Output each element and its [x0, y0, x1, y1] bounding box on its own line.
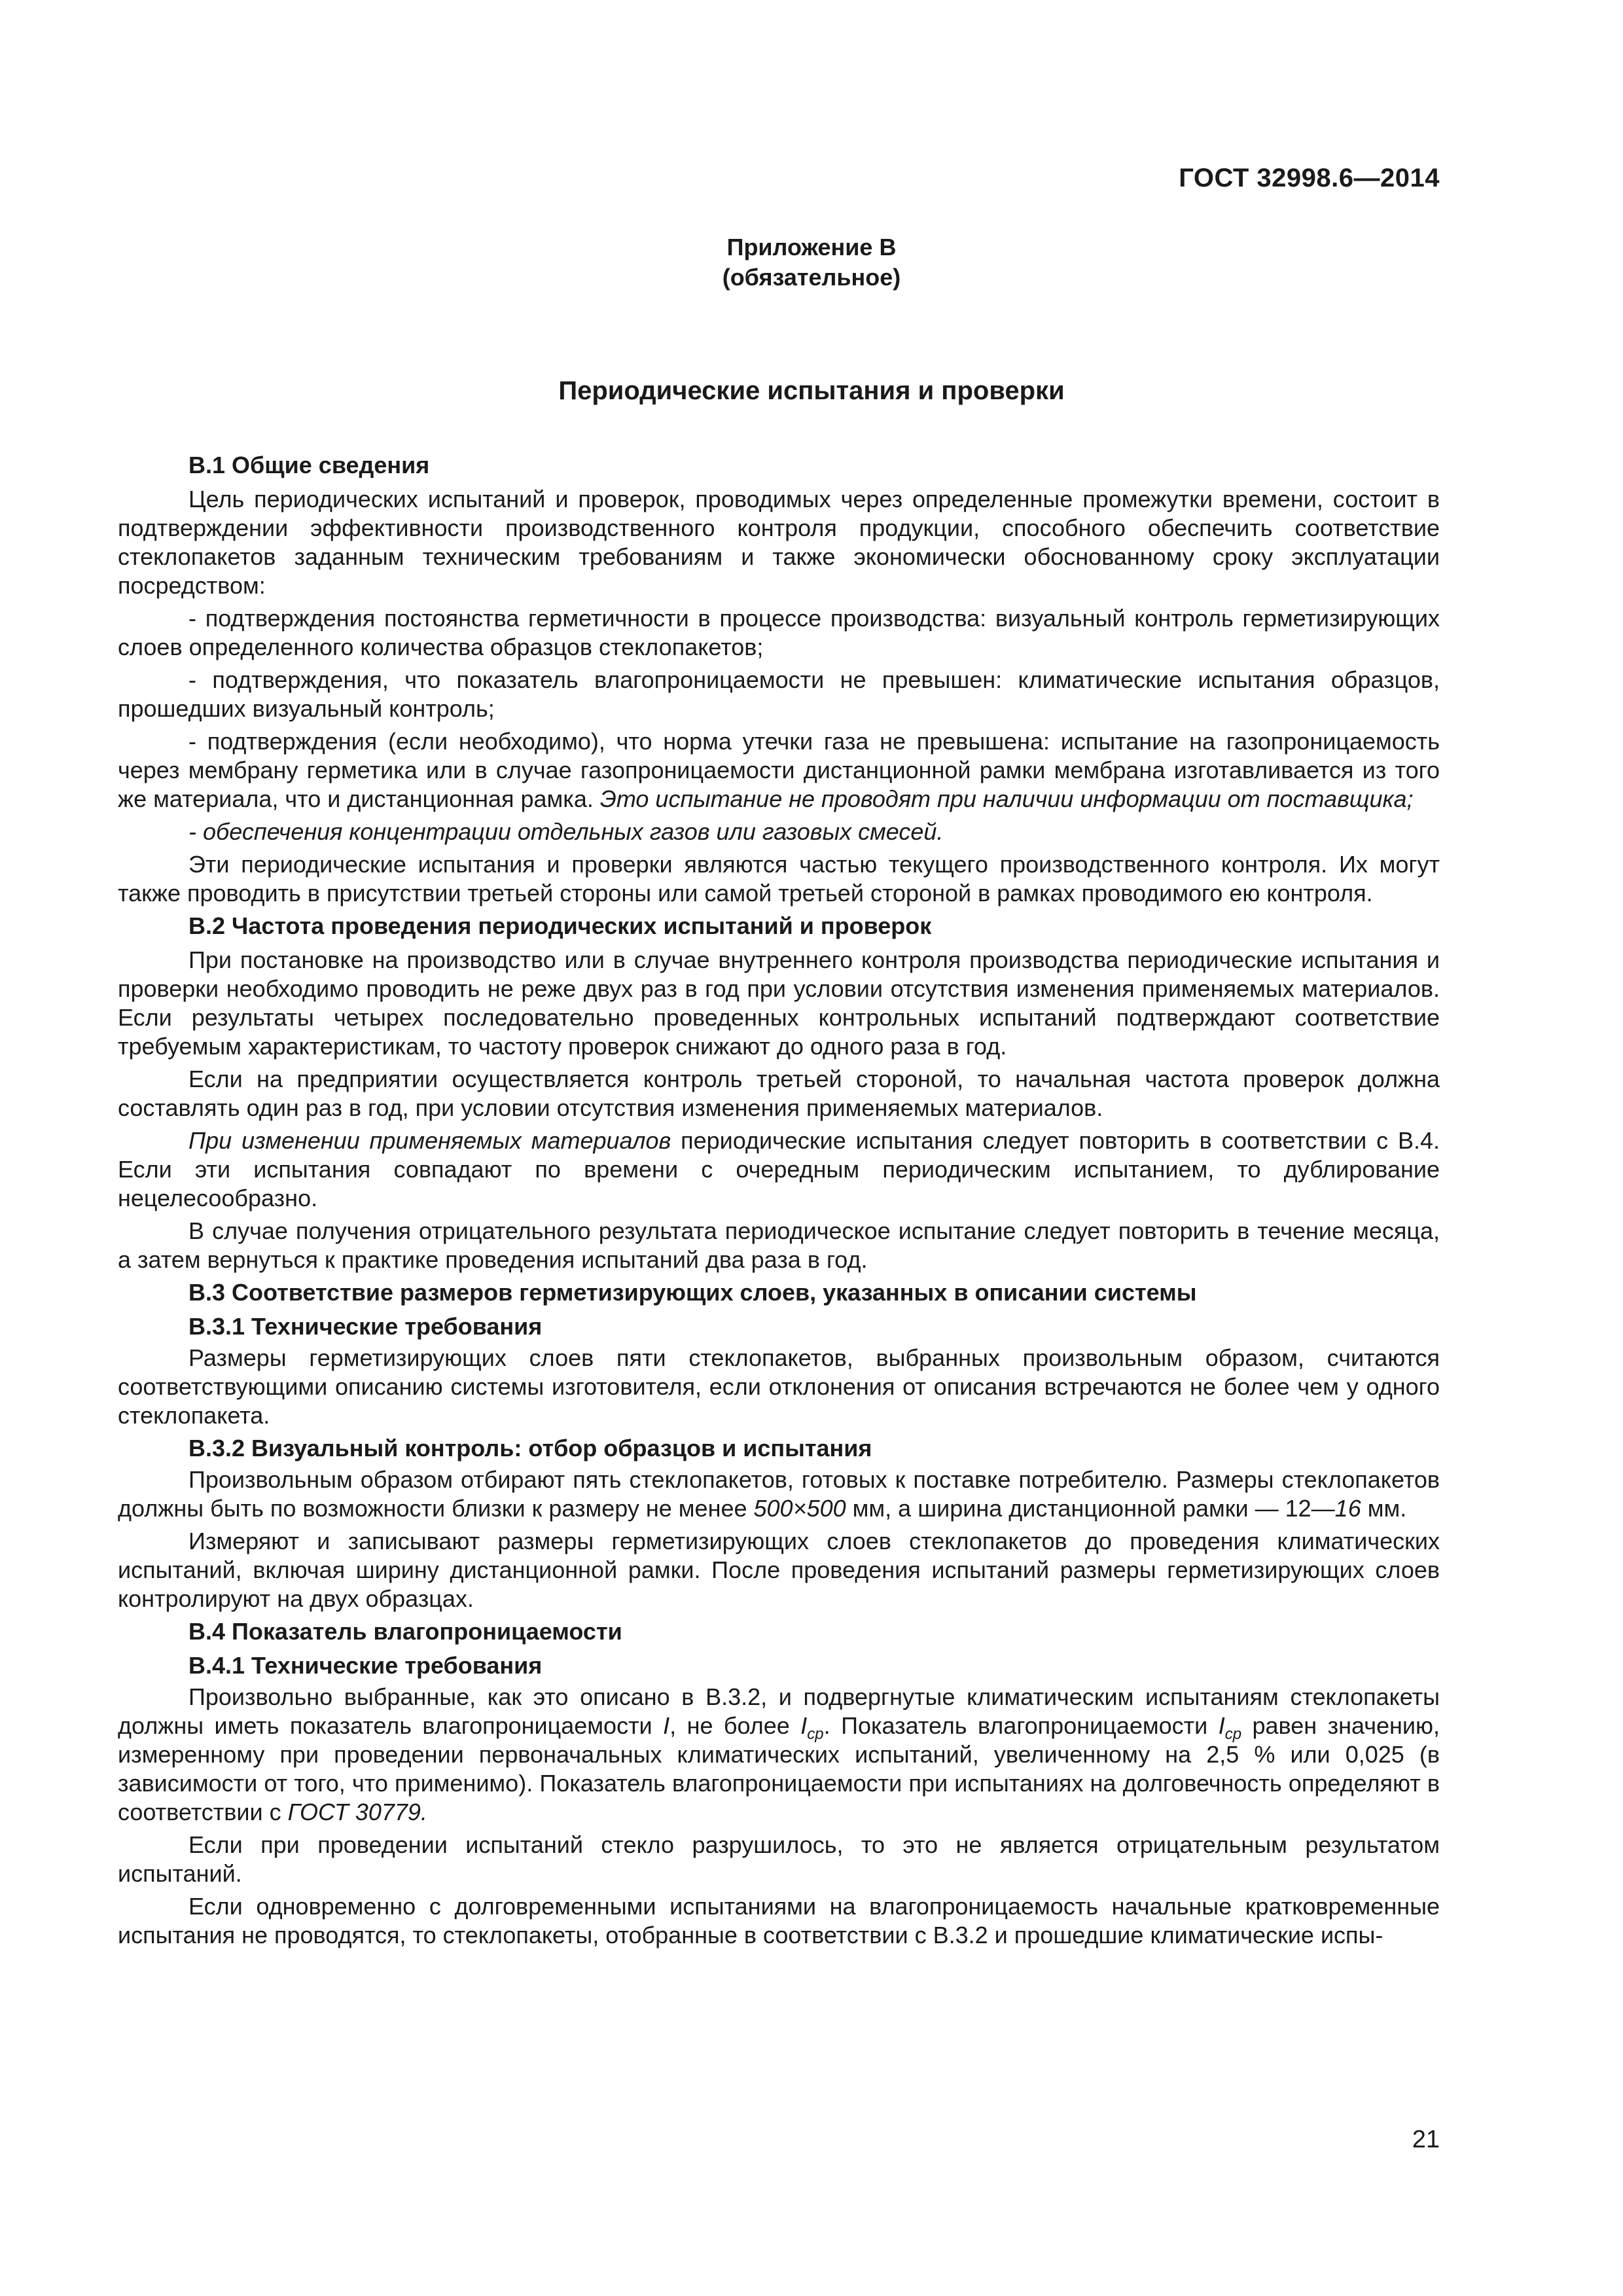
text-run: Произвольным образом отбирают пять стеклопакетов, готовых к поставке потребителю. Размеры стеклопакетов должны быть по возможности близки к размеру не менее: [118, 1466, 1440, 1522]
italic-text-run: 500×500: [753, 1495, 846, 1522]
appendix-heading: [0, 232, 1623, 293]
list-item: - подтверждения постоянства герметичности в процессе производства: визуальный контроль герметизирующих слоев определенного количества образцов стеклопакетов;: [118, 605, 1440, 660]
text-run: мм.: [1361, 1495, 1407, 1522]
document-code: ГОСТ 32998.6—2014: [1179, 164, 1440, 192]
appendix-status: (обязательное): [722, 264, 901, 291]
text-run: мм, а ширина дистанционной рамки — 12—: [846, 1495, 1335, 1522]
paragraph: Измеряют и записывают размеры герметизирующих слоев стеклопакетов до проведения климатических испытаний, включая ширину дистанционной рамки. После проведения испытаний размеры герметизирующих слоев контролируют на двух образцах.: [118, 1528, 1440, 1612]
subsection-heading-b41: В.4.1 Технические требования: [188, 1652, 543, 1679]
text-run: равен значению, измеренному при проведении первоначальных климатических испытаний, увеличенному на 2,5 % или 0,025 (в зависимости от того, что применимо). Показатель влагопроницаемости при испытаниях на долговечность определяют в соответствии с: [118, 1712, 1440, 1825]
paragraph: Цель периодических испытаний и проверок, проводимых через определенные промежутки времени, состоит в подтверждении эффективности производственного контроля продукции, способного обеспечить соответствие стеклопакетов заданным техническим требованиям и также экономически обоснованному сроку эксплуатации посредством:: [118, 486, 1440, 599]
symbol-letter: I: [1218, 1712, 1225, 1739]
subsection-heading-b31: В.3.1 Технические требования: [188, 1313, 543, 1340]
appendix-label: Приложение В: [726, 234, 897, 260]
list-item: - обеспечения концентрации отдельных газов или газовых смесей.: [188, 818, 944, 845]
symbol-letter: I: [800, 1712, 808, 1739]
subsection-heading-b32: В.3.2 Визуальный контроль: отбор образцов и испытания: [188, 1435, 872, 1462]
text-run: , не более: [669, 1712, 801, 1739]
italic-text-run: Это испытание не проводят при наличии информации от поставщика;: [599, 785, 1414, 812]
text-run: Произвольно выбранные, как это описано в В.3.2, и подвергнутые климатическим испытаниям стеклопакеты должны иметь показатель влагопроницаемости: [118, 1683, 1440, 1739]
paragraph: Размеры герметизирующих слоев пяти стеклопакетов, выбранных произвольным образом, считаются соответствующими описанию системы изготовителя, если отклонения от описания встречаются не более чем у одного стеклопакета.: [118, 1344, 1440, 1429]
paragraph: Если при проведении испытаний стекло разрушилось, то это не является отрицательным результатом испытаний.: [118, 1831, 1440, 1887]
symbol-I-cp: [800, 1712, 824, 1744]
text-run: периодические испытания следует повторить в соответствии с В.4. Если эти испытания совпадают по времени с очередным периодическим испытанием, то дублирование нецелесообразно.: [118, 1127, 1440, 1211]
symbol-subscript: cp: [807, 1725, 824, 1744]
standard-reference: ГОСТ 30779.: [287, 1799, 427, 1825]
paragraph: В случае получения отрицательного результата периодическое испытание следует повторить в течение месяца, а затем вернуться к практике проведения испытаний два раза в год.: [118, 1217, 1440, 1273]
list-item: [118, 727, 1440, 814]
paragraph: При постановке на производство или в случае внутреннего контроля производства периодические испытания и проверки необходимо проводить не реже двух раз в год при условии отсутствия изменения применяемых материалов. Если результаты четырех последовательно проведенных контрольных испытаний подтверждают соответствие требуемым характеристикам, то частоту проверок снижают до одного раза в год.: [118, 946, 1440, 1060]
paragraph: Эти периодические испытания и проверки являются частью текущего производственного контроля. Их могут также проводить в присутствии третьей стороны или самой третьей стороной в рамках проводимого ею контроля.: [118, 851, 1440, 906]
text-run: - подтверждения (если необходимо), что норма утечки газа не превышена: испытание на газопроницаемость через мембрану герметика или в случае газопроницаемости дистанционной рамки мембрана изготавливается из того же материала, что и дистанционная рамка.: [118, 728, 1440, 812]
paragraph: [118, 1465, 1440, 1523]
paragraph: Если на предприятии осуществляется контроль третьей стороной, то начальная частота проверок должна составлять один раз в год, при условии отсутствия изменения применяемых материалов.: [118, 1066, 1440, 1121]
symbol-I-cp: [1218, 1712, 1242, 1744]
text-run: . Показатель влагопроницаемости: [823, 1712, 1219, 1739]
paragraph: Если одновременно с долговременными испытаниями на влагопроницаемость начальные кратковременные испытания не проводятся, то стеклопакеты, отобранные в соответствии с В.3.2 и прошедшие климатические испы-: [118, 1893, 1440, 1948]
section-heading-b4: В.4 Показатель влагопроницаемости: [188, 1618, 622, 1645]
section-heading-b2: В.2 Частота проведения периодических испытаний и проверок: [188, 912, 932, 939]
symbol-subscript: cp: [1224, 1725, 1242, 1744]
section-heading-b3: В.3 Соответствие размеров герметизирующих слоев, указанных в описании системы: [188, 1279, 1197, 1306]
italic-text-run: 16: [1334, 1495, 1361, 1522]
list-item: - подтверждения, что показатель влагопроницаемости не превышен: климатические испытания образцов, прошедших визуальный контроль;: [118, 666, 1440, 722]
section-heading-b1: В.1 Общие сведения: [188, 452, 430, 478]
document-body: [118, 448, 1440, 1954]
page-number: 21: [1412, 2126, 1440, 2153]
italic-text-run: При изменении применяемых материалов: [188, 1127, 671, 1154]
paragraph: [118, 1126, 1440, 1213]
page-title: Периодические испытания и проверки: [558, 376, 1065, 405]
symbol-I: I: [663, 1712, 670, 1739]
paragraph: [118, 1683, 1440, 1827]
